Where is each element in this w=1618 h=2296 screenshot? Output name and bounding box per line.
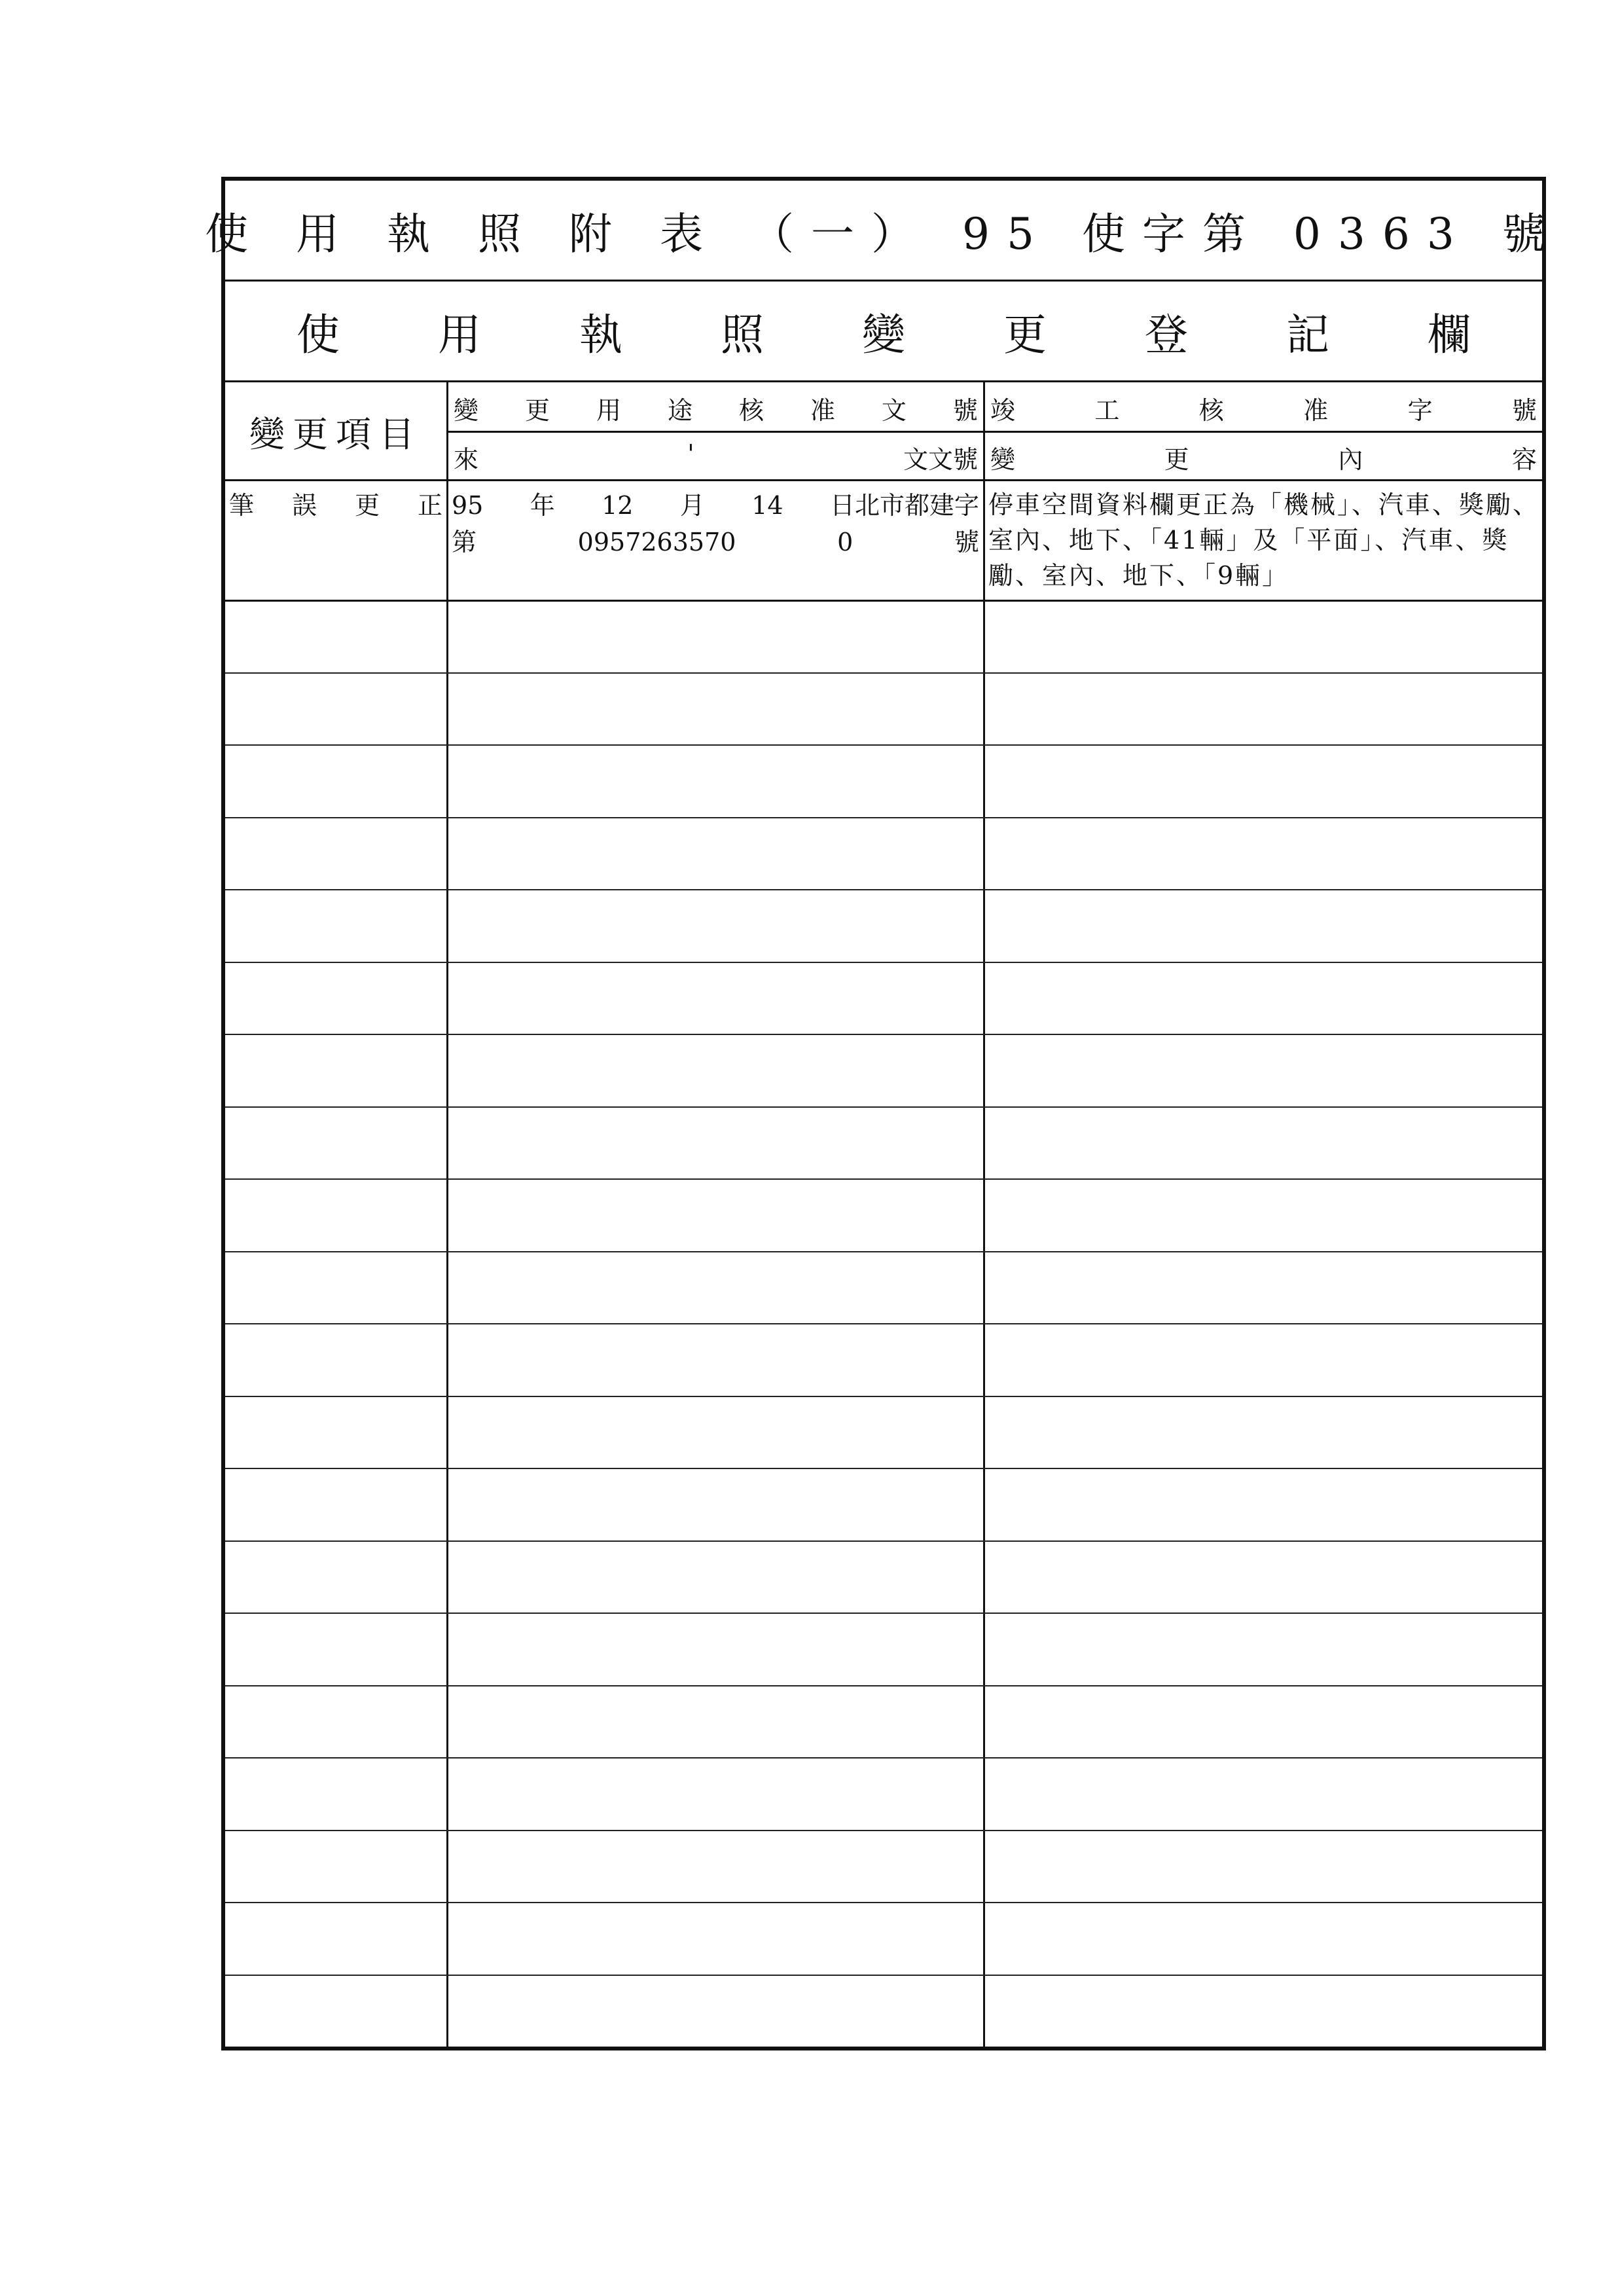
- usage-license-annex-form: [205, 177, 1569, 2050]
- header-incoming-doc-no-text: [454, 439, 978, 475]
- column-divider-2: [983, 382, 985, 2047]
- empty-row-line: [225, 1034, 1542, 1035]
- empty-row-line: [225, 1251, 1542, 1252]
- row-1-change-item-text: [229, 487, 442, 524]
- text-glyph: 內: [1338, 445, 1363, 474]
- text-glyph: 字: [1407, 395, 1433, 425]
- text-glyph: 0: [837, 528, 854, 556]
- row-1-doc-line-1: [452, 487, 979, 524]
- header-incoming-doc-no: [448, 433, 983, 481]
- row-1-change-item: [229, 487, 442, 524]
- text-glyph: 更: [524, 395, 550, 425]
- empty-row-line: [225, 1902, 1542, 1903]
- text-glyph: 准: [1303, 395, 1329, 425]
- text-glyph: 容: [1511, 445, 1537, 474]
- text-glyph: 途: [667, 395, 692, 425]
- row-1-bottom-line: [225, 600, 1542, 602]
- empty-row-line: [225, 1178, 1542, 1180]
- text-glyph: 第: [452, 528, 477, 556]
- empty-row-line: [225, 1106, 1542, 1108]
- empty-row-line: [225, 1468, 1542, 1469]
- empty-row-line: [225, 1830, 1542, 1831]
- text-glyph: 誤: [291, 491, 317, 520]
- text-glyph: 筆: [229, 491, 255, 520]
- text-glyph: 12: [602, 491, 634, 520]
- header-use-approval-doc-no-text: [454, 390, 978, 426]
- empty-row-line: [225, 1975, 1542, 1976]
- row-1-doc-line-2: [452, 524, 979, 560]
- row-1-change-content: 停車空間資料欄更正為「機械」、汽車、獎勵、室內、地下、「41輛」及「平面」、汽車、獎勵、室內、地下、「9輛」: [988, 490, 1540, 590]
- text-glyph: 更: [354, 491, 380, 520]
- empty-row-line: [225, 962, 1542, 963]
- subtitle-row: [225, 282, 1569, 382]
- text-glyph: 14: [751, 491, 783, 520]
- text-glyph: 年: [530, 491, 555, 520]
- text-glyph: 號: [952, 395, 978, 425]
- text-glyph: 號: [954, 528, 979, 556]
- form-title: 使 用 執 照 附 表 （一） 95 使字第 0363 號: [205, 209, 1562, 259]
- text-glyph: 更: [1164, 445, 1189, 474]
- text-glyph: 用: [596, 395, 621, 425]
- empty-row-line: [225, 1323, 1542, 1324]
- empty-row-line: [225, 817, 1542, 818]
- text-glyph: 0957263570: [577, 528, 736, 556]
- text-glyph: 文文號: [903, 445, 978, 474]
- text-glyph: 准: [810, 395, 835, 425]
- empty-row-line: [225, 672, 1542, 674]
- empty-row-line: [225, 889, 1542, 890]
- text-glyph: ': [687, 439, 694, 468]
- text-glyph: 95: [452, 491, 484, 520]
- header-completion-approval-no: [985, 384, 1542, 431]
- text-glyph: 變: [454, 395, 479, 425]
- header-change-content: [985, 433, 1542, 481]
- text-glyph: 號: [1511, 395, 1537, 425]
- column-divider-1: [446, 382, 448, 2047]
- row-1-doc-no: [452, 487, 979, 560]
- text-glyph: 工: [1094, 395, 1120, 425]
- empty-row-line: [225, 744, 1542, 746]
- empty-row-line: [225, 1540, 1542, 1542]
- empty-row-line: [225, 1757, 1542, 1758]
- text-glyph: 正: [417, 491, 442, 520]
- text-glyph: 核: [738, 395, 764, 425]
- text-glyph: 核: [1198, 395, 1224, 425]
- header-mid-line: [446, 431, 1542, 433]
- empty-row-line: [225, 1396, 1542, 1397]
- text-glyph: 變: [990, 445, 1016, 474]
- text-glyph: 文: [881, 395, 907, 425]
- title-row: [205, 181, 1562, 282]
- text-glyph: 日北市都建字: [829, 491, 979, 520]
- empty-row-line: [225, 1613, 1542, 1614]
- form-subtitle: 使用執照變更登記欄: [297, 310, 1569, 360]
- header-use-approval-doc-no: [448, 384, 983, 431]
- header-change-item: 變更項目: [249, 413, 422, 455]
- empty-row-line: [225, 1685, 1542, 1686]
- header-completion-approval-no-text: [990, 390, 1537, 426]
- header-bottom-line: [225, 479, 1542, 481]
- text-glyph: 月: [679, 491, 705, 520]
- text-glyph: 竣: [990, 395, 1016, 425]
- text-glyph: 來: [454, 445, 479, 474]
- header-change-content-text: [990, 439, 1537, 475]
